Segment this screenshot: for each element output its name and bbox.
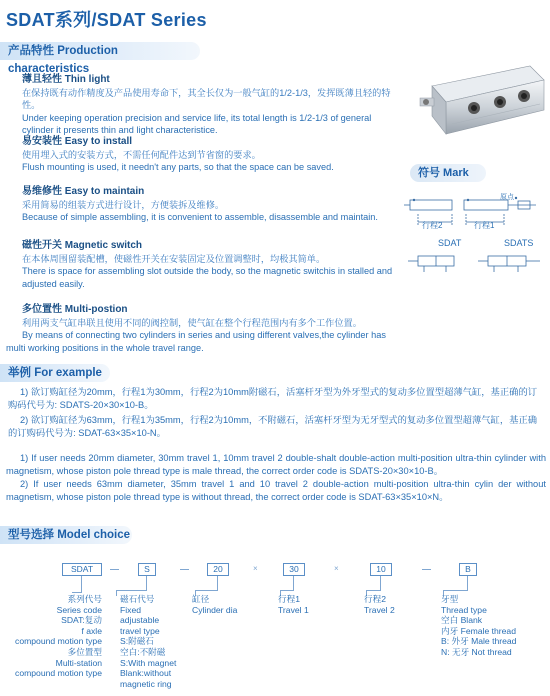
caption-line: 内牙 Female thread — [441, 625, 516, 636]
code-separator — [422, 569, 431, 570]
caption-line: travel type — [120, 625, 160, 636]
caption-line: 系列代号 — [67, 594, 102, 604]
caption-line: compound motion type — [15, 636, 102, 647]
feature-en: Flush mounting is used, it needn't any parts, so that the space can be saved. — [22, 162, 334, 173]
caption-line: Multi-station — [55, 657, 102, 668]
feature-heading: 易维修性 Easy to maintain — [22, 186, 145, 197]
production-banner: 产品特性 Production characteristics — [0, 42, 200, 60]
example-en-1: 1) If user needs 20mm diameter, 30mm travel 1, 10mm travel 2 double-shalt double-action multi-position ultra-thin cylinder with magnetism, whose piston pole thread type is male thread, the correct order code is SDATS-20×30×10-B。 — [6, 453, 546, 476]
feature-easy-maintain — [22, 182, 394, 224]
caption-travel1 — [278, 594, 338, 615]
feature-thin-light — [22, 70, 394, 137]
feature-en: Because of simple assembling, it is convenient to assemble, disassemble and maintain. — [22, 212, 378, 223]
caption-line: N: 无牙 Not thread — [441, 646, 512, 657]
feature-heading: 易安装性 Easy to install — [22, 136, 133, 147]
mark-origin-label: 原点 — [500, 194, 514, 201]
feature-en: By means of connecting two cylinders in series and using different valves,the cylinder has multi working positions in the whole travel range. — [6, 330, 386, 353]
caption-line: Travel 1 — [278, 604, 309, 615]
feature-cn: 在本体周围留装配槽，使磁性开关在安装固定及位置调整时，均极其简单。 — [22, 254, 326, 264]
connector — [217, 576, 218, 590]
example-cn-1: 1) 欲订购缸径为20mm，行程1为30mm，行程2为10mm附磁石，活塞杆牙型为外牙型式的复动多位置型超薄气缸，基正确的订购码代号为: SDATS-20×30×10-B。 — [8, 387, 538, 410]
caption-line: Series code — [56, 604, 102, 615]
example-banner: 举例 For example — [0, 364, 110, 382]
mark-stroke2-label: 行程2 — [422, 221, 443, 230]
feature-en: There is space for assembling slot outside the body, so the magnetic switchis in stalled and adjusted easily. — [22, 266, 393, 289]
caption-line: compound motion type — [15, 668, 102, 679]
caption-line: 缸径 — [192, 594, 210, 604]
connector — [467, 576, 468, 590]
caption-line: adjustable — [120, 615, 160, 626]
code-separator-times: × — [253, 564, 258, 573]
feature-heading: 薄且轻性 Thin light — [22, 74, 110, 85]
code-box-travel2: 10 — [370, 563, 392, 576]
mark-banner — [410, 164, 486, 182]
code-separator — [110, 569, 119, 570]
connector — [116, 590, 147, 591]
mark-stroke1-label: 行程1 — [474, 221, 495, 230]
caption-line: S:With magnet — [120, 657, 177, 668]
feature-easy-install — [22, 132, 394, 174]
caption-thread — [441, 594, 546, 658]
feature-cn: 利用两支气缸串联且使用不同的阀控制，使气缸在整个行程范围内有多个工作位置。 — [22, 318, 362, 328]
connector — [146, 576, 147, 590]
caption-line: Cylinder dia — [192, 604, 238, 615]
connector — [116, 590, 117, 596]
mark-symbols — [404, 238, 546, 278]
connector — [293, 576, 294, 590]
page-title: SDAT系列/SDAT Series — [6, 10, 207, 30]
connector — [72, 592, 82, 593]
caption-line: magnetic ring — [120, 678, 172, 689]
code-box-magnet: S — [138, 563, 156, 576]
caption-line: 磁石代号 — [120, 594, 155, 604]
caption-line: f axle — [81, 625, 102, 636]
caption-line: Fixed — [120, 604, 142, 615]
mark-stroke-diagram — [404, 190, 546, 236]
code-box-series: SDAT — [62, 563, 102, 576]
caption-line: Travel 2 — [364, 604, 395, 615]
feature-multi-position — [6, 300, 394, 354]
caption-bore — [192, 594, 262, 615]
connector — [443, 590, 468, 591]
cylinder-photo — [412, 58, 546, 138]
feature-heading: 磁性开关 Magnetic switch — [22, 240, 143, 251]
feature-cn: 采用简易的组装方式进行设计，方便装拆及维修。 — [22, 200, 225, 210]
caption-line: 空白 Blank — [441, 615, 483, 626]
feature-cn: 使用埋入式的安装方式，不需任何配件达到节省窗的要求。 — [22, 150, 261, 160]
caption-series — [0, 594, 102, 679]
caption-line: 牙型 — [441, 594, 459, 604]
caption-line: 行程2 — [364, 594, 386, 604]
code-box-travel1: 30 — [283, 563, 305, 576]
caption-line: S:附磁石 — [120, 636, 154, 647]
connector — [195, 590, 218, 591]
caption-line: Thread type — [441, 604, 487, 615]
caption-line: 行程1 — [278, 594, 300, 604]
connector — [380, 576, 381, 590]
feature-magnetic-switch — [22, 236, 394, 290]
feature-heading: 多位置性 Multi-postion — [22, 304, 128, 315]
caption-magnet — [120, 594, 196, 689]
feature-cn: 在保持既有动作精度及产品使用寿命下，其全长仅为一般气缸的1/2-1/3，发挥既薄且轻的特性。 — [22, 88, 391, 111]
caption-line: Blank:without — [120, 668, 172, 679]
caption-line: 多位置型 — [67, 646, 102, 657]
mark-title: 符号 Mark — [418, 167, 469, 179]
code-separator-times: × — [334, 564, 339, 573]
code-box-thread: B — [459, 563, 477, 576]
caption-line: B: 外牙 Male thread — [441, 636, 517, 647]
code-separator — [180, 569, 189, 570]
model-banner: 型号选择 Model choice — [0, 526, 132, 544]
connector — [366, 590, 381, 591]
feature-en: Under keeping operation precision and service life, its total length is 1/2-1/3 of general cylinder it presents thin and light characteristice. — [22, 112, 372, 136]
code-box-bore: 20 — [207, 563, 229, 576]
connector — [81, 576, 82, 592]
connector — [280, 590, 294, 591]
symbol-sdat-label: SDAT — [438, 238, 462, 248]
caption-line: 空白:不附磁 — [120, 646, 166, 657]
symbol-sdats-label: SDATS — [504, 238, 534, 248]
caption-line: SDAT:复动 — [61, 615, 102, 626]
example-cn-2: 2) 欲订购缸径为63mm，行程1为35mm，行程2为10mm，不附磁石，活塞杆牙型为无牙型式的复动多位置型超薄气缸，基正确的订购码代号为: SDAT-63×35×10-N。 — [8, 415, 538, 438]
example-en-2: 2) If user needs 63mm diameter, 35mm travel 1 and 10 travel 2 double-action multi-position ultra-thin cylin der without magnetism, whose piston pole thread type is without thread, the correct order code is SDAT-63×35×10×N。 — [6, 479, 546, 502]
caption-travel2 — [364, 594, 424, 615]
